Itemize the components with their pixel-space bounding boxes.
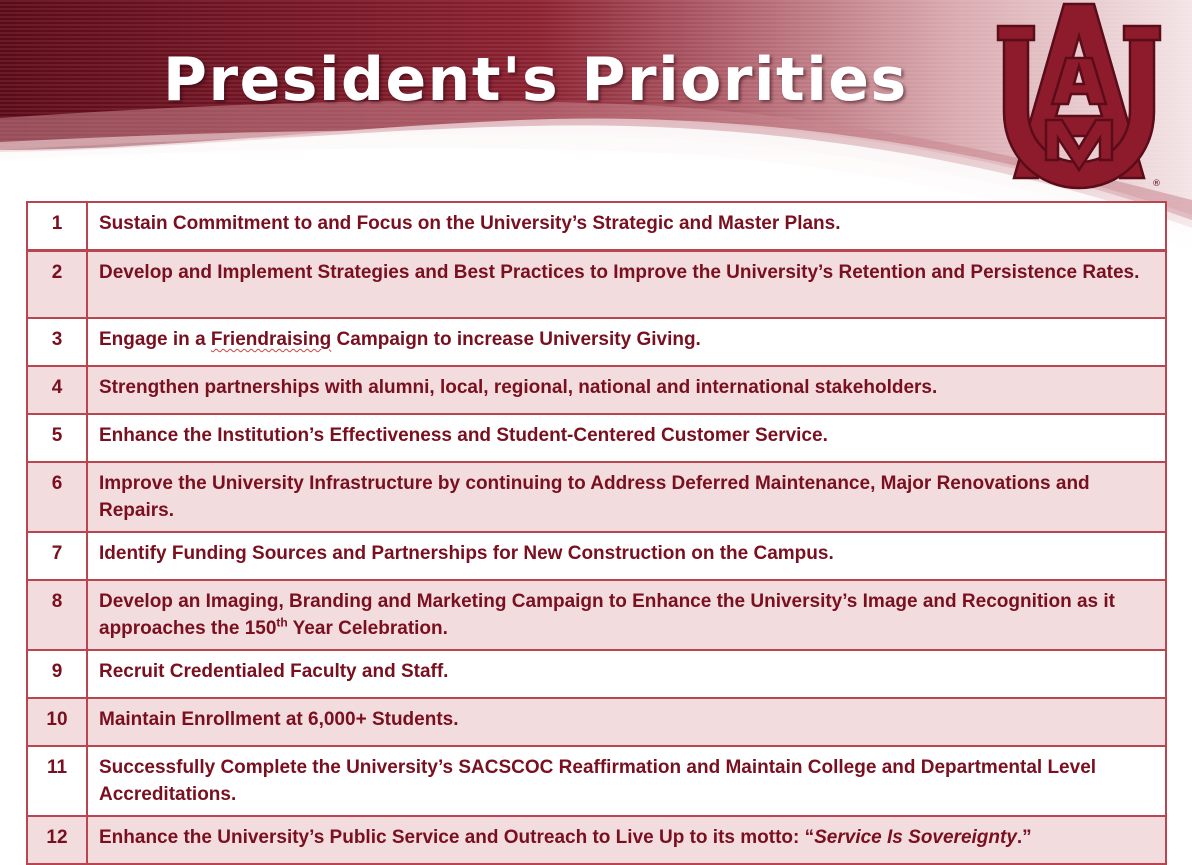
priority-row [27,366,1166,414]
priority-text: Identify Funding Sources and Partnerships for New Construction on the Campus. [87,532,1166,580]
priority-row [27,414,1166,462]
priority-row [27,462,1166,532]
priority-text-part: Year Celebration. [287,618,448,639]
priority-number: 8 [27,580,87,650]
priority-text: Enhance the Institution’s Effectiveness and Student-Centered Customer Service. [87,414,1166,462]
priorities-table-body [27,202,1166,864]
priority-number: 6 [27,462,87,532]
priority-number: 11 [27,746,87,816]
priority-row [27,318,1166,366]
priority-text [87,816,1166,864]
logo-graphic [994,0,1164,190]
priority-row [27,816,1166,864]
priority-number: 4 [27,366,87,414]
priority-row [27,202,1166,250]
priority-row [27,698,1166,746]
priority-text-part: Campaign to increase University Giving. [331,329,701,350]
priority-number: 7 [27,532,87,580]
priority-number: 9 [27,650,87,698]
priority-row [27,250,1166,318]
priorities-table [26,201,1167,865]
priority-text: Successfully Complete the University’s SACSCOC Reaffirmation and Maintain College and Departmental Level Accreditations. [87,746,1166,816]
priority-text-part: Engage in a [99,329,211,350]
priority-text: Maintain Enrollment at 6,000+ Students. [87,698,1166,746]
priority-number: 12 [27,816,87,864]
priority-row [27,746,1166,816]
svg-text:®: ® [1152,179,1161,189]
priority-text [87,318,1166,366]
priority-text: Sustain Commitment to and Focus on the University’s Strategic and Master Plans. [87,202,1166,250]
priority-text-part: .” [1016,827,1032,848]
priority-text: Strengthen partnerships with alumni, local, regional, national and international stakeholders. [87,366,1166,414]
priority-number: 3 [27,318,87,366]
priority-text: Recruit Credentialed Faculty and Staff. [87,650,1166,698]
priority-row [27,650,1166,698]
page-title: President's Priorities [163,45,908,115]
priority-row [27,532,1166,580]
priority-text-part: Enhance the University’s Public Service and Outreach to Live Up to its motto: “ [99,827,815,848]
priority-number: 2 [27,250,87,318]
motto-italic: Service Is Sovereignty [814,827,1017,848]
ordinal-superscript: th [276,615,288,630]
priority-text [87,580,1166,650]
priority-number: 1 [27,202,87,250]
priority-text: Develop and Implement Strategies and Best Practices to Improve the University’s Retention and Persistence Rates. [87,250,1166,318]
spellcheck-underlined-word: Friendraising [210,329,332,350]
priority-number: 5 [27,414,87,462]
aamu-logo-icon [994,0,1164,190]
priority-number: 10 [27,698,87,746]
priority-text: Improve the University Infrastructure by continuing to Address Deferred Maintenance, Major Renovations and Repairs. [87,462,1166,532]
priority-text-part: Develop an Imaging, Branding and Marketing Campaign to Enhance the University’s Image and Recognition as it approaches the 150 [99,591,1115,639]
priority-row [27,580,1166,650]
